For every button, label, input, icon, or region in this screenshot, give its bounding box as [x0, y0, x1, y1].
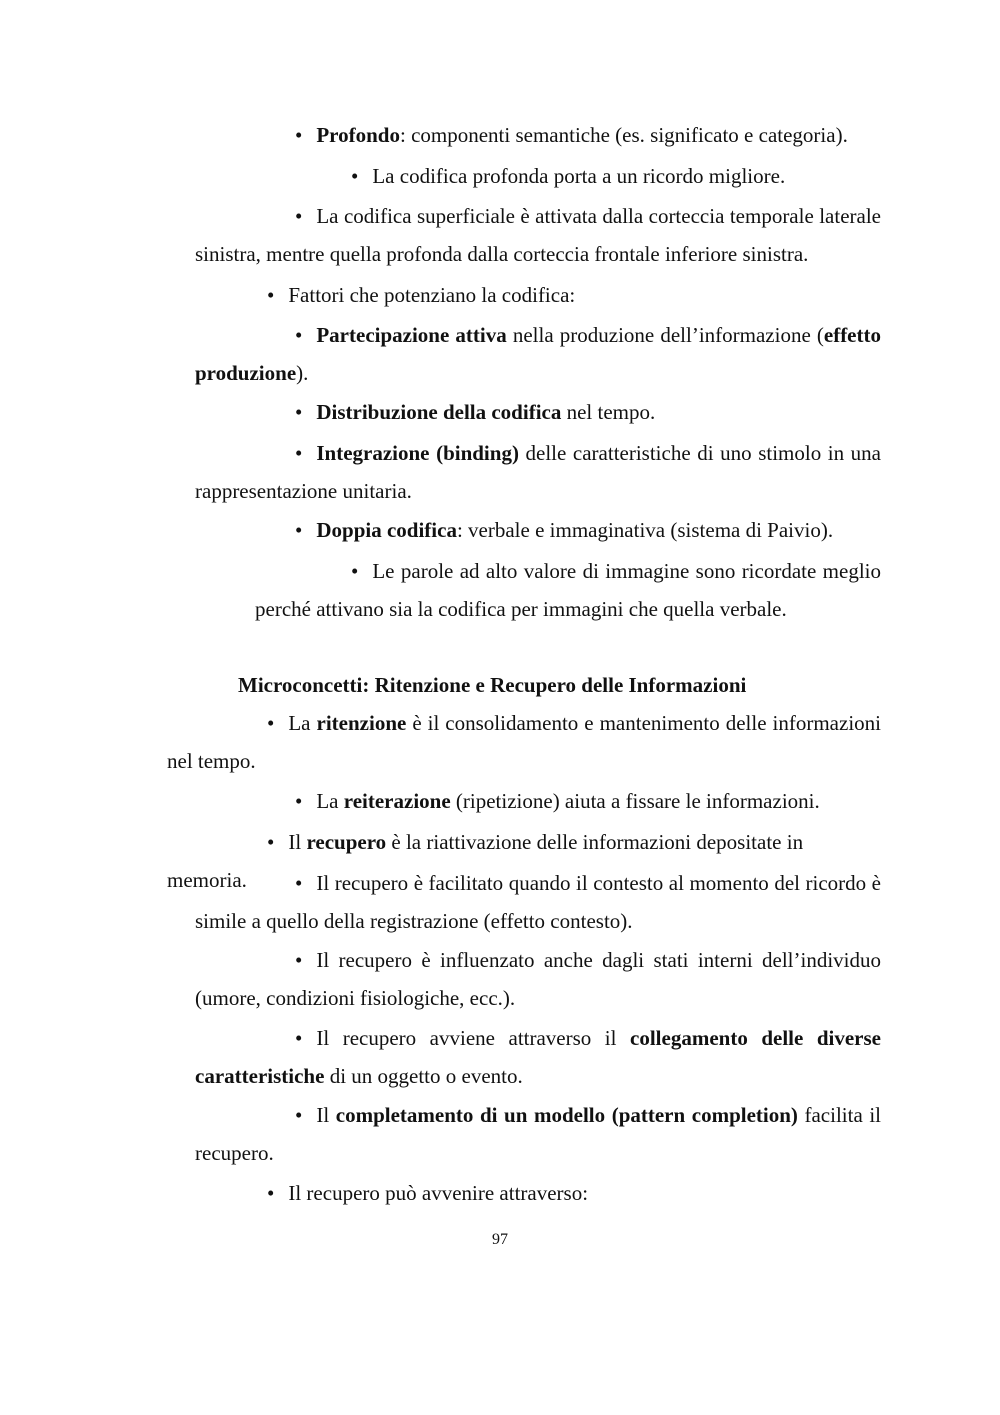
item-text: delle caratteristiche di uno stimolo in una rappresentazione unitaria. — [195, 441, 881, 503]
page-number: 97 — [492, 1231, 508, 1248]
bullet-item — [255, 552, 881, 628]
bold-term: ritenzione — [316, 711, 407, 735]
bullet-item — [195, 864, 881, 940]
item-text: ). — [296, 361, 309, 385]
item-text: (ripetizione) aiuta a fissare le informazioni. — [450, 789, 820, 813]
bold-term: collegamento delle diverse caratteristiche — [195, 1026, 881, 1088]
bold-term: recupero — [306, 830, 387, 854]
bold-term: Doppia codifica — [316, 518, 457, 542]
item-text: nel tempo. — [561, 400, 656, 424]
item-text: Il — [316, 1103, 336, 1127]
item-text: La codifica superficiale è attivata dalla corteccia temporale laterale sinistra, mentre quella profonda dalla corteccia frontale inferiore sinistra. — [195, 204, 881, 266]
item-text: : verbale e immaginativa (sistema di Paivio). — [456, 518, 834, 542]
bold-term: Partecipazione attiva — [316, 323, 507, 347]
bullet-symbol: • — [295, 441, 303, 465]
bullet-item — [195, 197, 881, 273]
item-text: nella produzione dell’informazione ( — [506, 323, 824, 347]
bullet-item — [195, 941, 881, 1017]
item-text: facilita il recupero. — [195, 1103, 882, 1165]
bold-term: Distribuzione della codifica — [316, 400, 562, 424]
item-text: La — [288, 711, 317, 735]
bullet-symbol: • — [351, 164, 359, 188]
bullet-item — [195, 116, 881, 154]
bullet-symbol: • — [295, 204, 303, 228]
bold-term: completamento di un modello (pattern completion) — [335, 1103, 798, 1127]
bullet-item — [195, 1096, 881, 1172]
bullet-symbol: • — [351, 559, 359, 583]
item-text: La — [316, 789, 344, 813]
item-text: Il recupero è influenzato anche dagli stati interni dell’individuo (umore, condizioni fisiologiche, ecc.). — [195, 948, 881, 1010]
item-text: di un oggetto o evento. — [324, 1064, 523, 1088]
bullet-item — [195, 316, 881, 392]
section-heading: Microconcetti: Ritenzione e Recupero delle Informazioni — [238, 673, 747, 697]
bullet-symbol: • — [295, 323, 303, 347]
bullet-symbol: • — [267, 830, 275, 854]
bullet-symbol: • — [295, 789, 303, 813]
bullet-symbol: • — [267, 283, 275, 307]
item-text: Le parole ad alto valore di immagine sono ricordate meglio perché attivano sia la codifica per immagini che quella verbale. — [255, 559, 881, 621]
bullet-symbol: • — [267, 1181, 275, 1205]
bullet-item — [167, 1174, 881, 1212]
bullet-symbol: • — [295, 1103, 303, 1127]
bullet-symbol: • — [295, 1026, 303, 1050]
bullet-item — [195, 393, 881, 431]
bullet-item — [195, 782, 881, 820]
bullet-item — [195, 434, 881, 510]
bold-term: reiterazione — [343, 789, 451, 813]
bullet-symbol: • — [295, 123, 303, 147]
item-text: Il recupero avviene attraverso il — [316, 1026, 631, 1050]
item-text: Il — [288, 830, 307, 854]
item-text: : componenti semantiche (es. significato e categoria). — [399, 123, 848, 147]
bullet-item — [195, 1019, 881, 1095]
item-text: Fattori che potenziano la codifica: — [288, 283, 576, 307]
bullet-symbol: • — [295, 518, 303, 542]
bold-term: effetto produzione — [195, 323, 881, 385]
bold-term: Profondo — [316, 123, 400, 147]
item-text: Il recupero è facilitato quando il contesto al momento del ricordo è simile a quello della registrazione (effetto contesto). — [195, 871, 881, 933]
bullet-item — [167, 704, 881, 780]
item-text: è la riattivazione delle informazioni depositate in memoria. — [167, 830, 804, 892]
bullet-symbol: • — [267, 711, 275, 735]
bullet-item — [167, 276, 881, 314]
bullet-item — [195, 511, 881, 549]
bullet-symbol: • — [295, 400, 303, 424]
bullet-symbol: • — [295, 871, 303, 895]
bold-term: Integrazione (binding) — [316, 441, 519, 465]
item-text: Il recupero può avvenire attraverso: — [288, 1181, 589, 1205]
item-text: La codifica profonda porta a un ricordo migliore. — [372, 164, 786, 188]
bullet-symbol: • — [295, 948, 303, 972]
bullet-item — [255, 157, 881, 195]
item-text: è il consolidamento e mantenimento delle informazioni nel tempo. — [167, 711, 881, 773]
